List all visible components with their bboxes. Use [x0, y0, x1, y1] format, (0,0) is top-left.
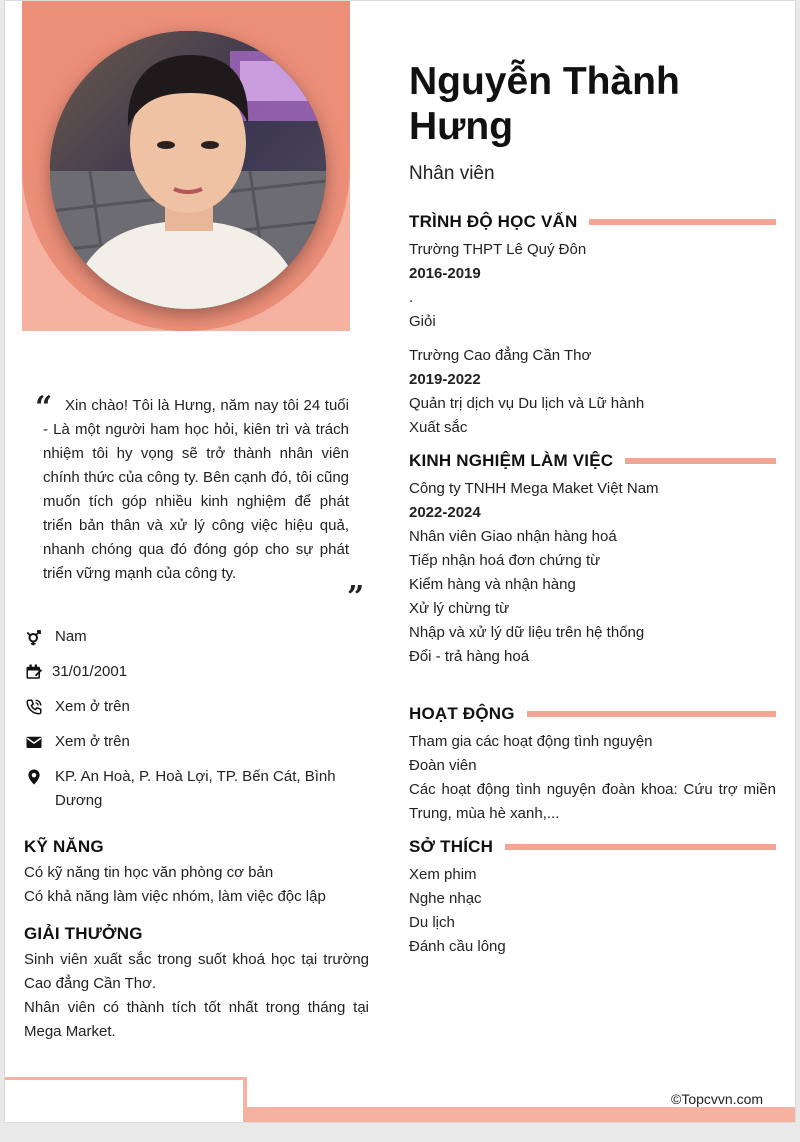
mail-icon	[25, 730, 55, 754]
list-item: Du lịch	[409, 914, 455, 931]
education-major: .	[409, 289, 414, 306]
list-item: Xử lý chừng từ	[409, 600, 510, 617]
list-item: Xem phim	[409, 866, 477, 883]
avatar	[50, 31, 326, 309]
education-years: 2019-2022	[409, 371, 481, 388]
quote-open-icon: “	[35, 390, 53, 425]
list-item: Nhân viên Giao nhận hàng hoá	[409, 528, 617, 545]
education-list	[409, 238, 776, 440]
list-item: Sinh viên xuất sắc trong suốt khoá học tại trường Cao đẳng Cần Thơ.	[24, 951, 369, 992]
copyright: ©Topcvvn.com	[671, 1091, 764, 1107]
calendar-icon	[25, 660, 52, 684]
education-years: 2016-2019	[409, 265, 481, 282]
location-icon	[25, 765, 55, 789]
candidate-position: Nhân viên	[409, 163, 495, 184]
list-item: Nhập và xử lý dữ liệu trên hệ thống	[409, 624, 645, 641]
info-gender	[25, 625, 370, 649]
section-divider	[505, 844, 776, 850]
gender-value: Nam	[55, 628, 87, 645]
skills-title: KỸ NĂNG	[24, 837, 104, 856]
awards-title: GIẢI THƯỞNG	[24, 924, 143, 943]
education-header	[409, 212, 776, 232]
education-grade: Xuất sắc	[409, 419, 468, 436]
email-value: Xem ở trên	[55, 733, 130, 750]
list-item: Đoàn viên	[409, 757, 477, 774]
education-grade: Giỏi	[409, 313, 436, 330]
section-divider	[589, 219, 776, 225]
hobbies-header	[409, 837, 776, 857]
personal-info	[25, 625, 370, 824]
section-divider	[625, 458, 776, 464]
hobbies-list	[409, 863, 776, 959]
awards-list	[24, 948, 369, 1044]
list-item: Đánh cầu lông	[409, 938, 506, 955]
phone-icon	[25, 695, 55, 719]
list-item: Nghe nhạc	[409, 890, 482, 907]
birthday-value: 31/01/2001	[52, 663, 128, 680]
avatar-panel	[22, 1, 350, 361]
activities-title: HOẠT ĐỘNG	[409, 704, 515, 723]
skills-list	[24, 861, 369, 909]
intro-paragraph: Xin chào! Tôi là Hưng, năm nay tôi 24 tuổi - Là một người ham học hỏi, kiên trì và trách nhiệm tôi hy vọng sẽ trở thành nhân viên chính thức của công ty. Bên cạnh đó, tôi cũng muốn tích góp nhiều kinh nghiệm để phát triển bản thân và xử lý công việc hiệu quả, nhanh chóng qua đó đóng góp cho sự phát triển vững mạnh của công ty.	[43, 397, 349, 582]
activities-header	[409, 704, 776, 724]
activities-list	[409, 730, 776, 826]
education-major: Quản trị dịch vụ Du lịch và Lữ hành	[409, 395, 645, 412]
info-birthday	[25, 660, 370, 684]
quote-close-icon: ”	[347, 580, 365, 615]
education-entry	[409, 238, 776, 334]
experience-title: KINH NGHIỆM LÀM VIỆC	[409, 451, 614, 470]
phone-value: Xem ở trên	[55, 698, 130, 715]
school-name: Trường THPT Lê Quý Đôn	[409, 241, 587, 258]
hobbies-title: SỞ THÍCH	[409, 837, 494, 856]
experience-header	[409, 451, 776, 471]
candidate-name: Nguyễn Thành Hưng	[409, 60, 680, 148]
cv-page	[4, 0, 796, 1123]
list-item: Tiếp nhận hoá đơn chứng từ	[409, 552, 601, 569]
info-email	[25, 730, 370, 754]
education-entry	[409, 344, 776, 440]
experience-years: 2022-2024	[409, 504, 481, 521]
list-item: Đổi - trả hàng hoá	[409, 648, 530, 665]
list-item: Tham gia các hoạt động tình nguyện	[409, 733, 653, 750]
gender-icon	[25, 625, 55, 649]
avatar-photo-illustration	[50, 31, 326, 309]
list-item: Nhân viên có thành tích tốt nhất trong tháng tại Mega Market.	[24, 999, 369, 1040]
education-title: TRÌNH ĐỘ HỌC VẤN	[409, 212, 578, 231]
list-item: Các hoạt động tình nguyện đoàn khoa: Cứu trợ miền Trung, mùa hè xanh,...	[409, 781, 776, 822]
school-name: Trường Cao đẳng Cần Thơ	[409, 347, 592, 364]
address-value: KP. An Hoà, P. Hoà Lợi, TP. Bến Cát, Bình Dương	[55, 768, 336, 809]
list-item: Có khả năng làm việc nhóm, làm việc độc lập	[24, 888, 326, 905]
experience-list	[409, 477, 776, 669]
list-item: Kiểm hàng và nhận hàng	[409, 576, 576, 593]
info-phone	[25, 695, 370, 719]
info-address	[25, 765, 370, 813]
company-name: Công ty TNHH Mega Maket Việt Nam	[409, 480, 659, 497]
section-divider	[527, 711, 776, 717]
list-item: Có kỹ năng tin học văn phòng cơ bản	[24, 864, 274, 881]
